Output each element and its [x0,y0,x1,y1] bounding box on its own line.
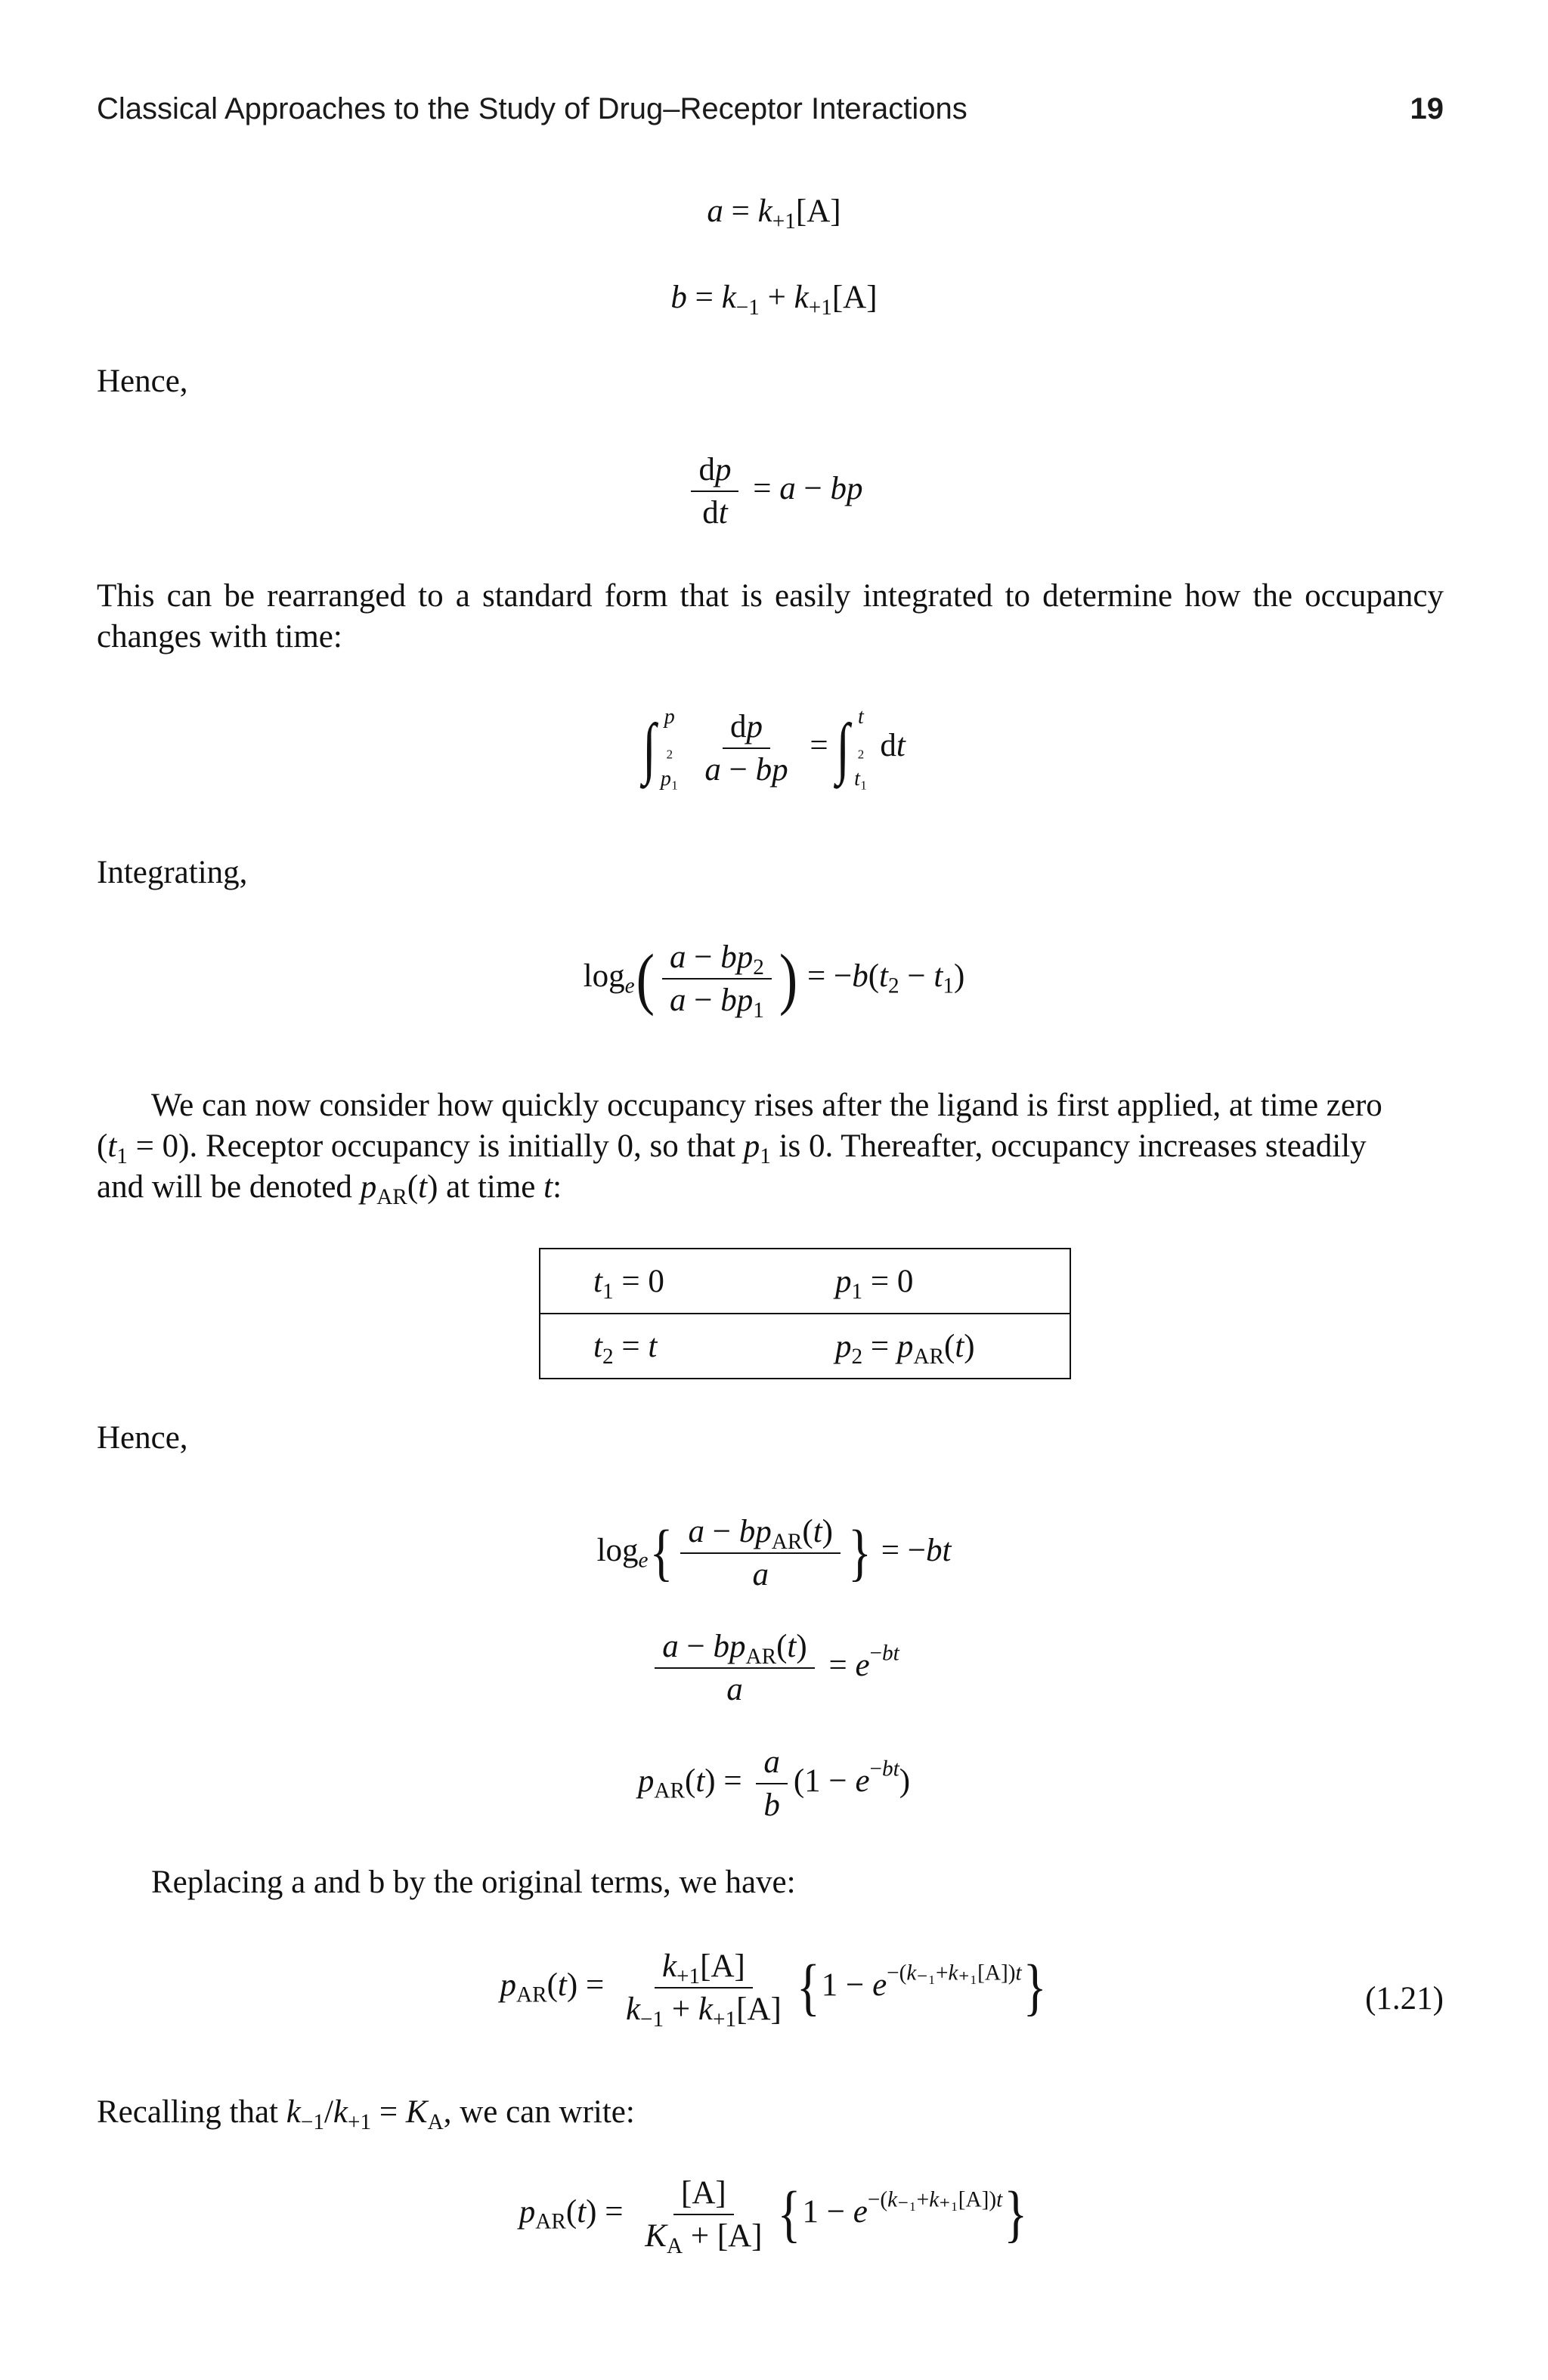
equation-log-general: $\log_e$( $\frac{a - bp_2}{a - bp_1}$ ) = $-b(t_2 - t_1)$ [583,939,965,1023]
rearranged-paragraph: This can be rearranged to a standard form that is easily integrated to determine how the occupancy changes with time: [97,578,1444,655]
recalling-start: Recalling that [97,2094,286,2130]
hence-text-1: Hence, [97,364,188,399]
rise-line-2-mid: = 0). Receptor occupancy is initially 0, so that [127,1128,744,1164]
replacing-paragraph: Replacing a and b by the original terms, we have: [151,1865,796,1900]
equation-a: $a = k_{+1}[A]$ [707,193,841,234]
equation-rate: $\frac{dp}{dt}$ = a − bp [0,453,1548,529]
rise-line-1: We can now consider how quickly occupancy rises after the ligand is first applied, at time zero [151,1088,1382,1123]
equation-exponential: $\frac{a - bp_{AR}(t)}{a}$ = $e^{-bt}$ [0,1630,1548,1706]
equation-integral: ∫ p ₂ p₁ $\frac{dp}{a - bp}$ = ∫ t ₂ t₁ dt [642,705,906,791]
bounds-cell-p2: $p_2 = p_{AR}(t)$ [820,1314,1070,1379]
bounds-row-2 [540,1314,1070,1379]
rise-line-3-start: and will be denoted [97,1169,361,1205]
recalling-end: , we can write: [443,2094,635,2130]
equation-b: $b = k_{-1} + k_{+1}[A]$ [670,280,878,320]
page-number: 19 [1410,92,1444,125]
rise-line-2-open: ( [97,1128,108,1164]
bounds-cell-t1: $t_1 = 0$ [540,1249,820,1314]
equation-log-time: $\log_e${ $\frac{a - bp_{AR}(t)}{a}$ } = −bt [596,1514,952,1592]
equation-occupancy-ka: $p_{AR}(t)$ = $\frac{[A]}{K_A + [A]}$ $\{1 - e^{-(k_{-1}+k_{+1}[A])t}\}$ [519,2175,1028,2258]
bounds-cell-t2: $t_2 = t$ [540,1314,820,1379]
rise-line-2-end: is 0. Thereafter, occupancy increases steadily [770,1128,1367,1164]
running-title: Classical Approaches to the Study of Drug–Receptor Interactions [97,92,968,125]
hence-text-2: Hence, [97,1420,188,1456]
bounds-table [539,1248,1071,1379]
rise-line-3-end: : [553,1169,562,1205]
rise-paragraph: We can now consider how quickly occupancy rises after the ligand is first applied, at time zero $(t_1 = 0)$. Receptor occupancy is initially 0, so that $p_1$ is 0. Thereafter, occupancy increases steadily and will be denoted $p_{AR}(t)$ at time t: [97,1085,1444,1208]
equation-number: (1.21) [1365,1981,1444,2016]
bounds-cell-p1: $p_1 = 0$ [820,1249,1070,1314]
equation-1-21: $p_{AR}(t)$ = $\frac{k_{+1}[A]}{k_{-1} + k_{+1}[A]}$ $\{1 - e^{-(k_{-1}+k_{+1}[A])t}\}$ [500,1948,1047,2032]
equation-occupancy-ab: $p_{AR}(t)$ = $\frac{a}{b}$ $(1 - e^{-bt})$ [637,1744,911,1823]
integrating-text: Integrating, [97,855,248,890]
bounds-row-1 [540,1249,1070,1314]
rise-line-3-mid: at time [438,1169,544,1205]
recalling-paragraph: Recalling that $k_{-1}/k_{+1} = K_A$, we can write: [97,2094,635,2134]
